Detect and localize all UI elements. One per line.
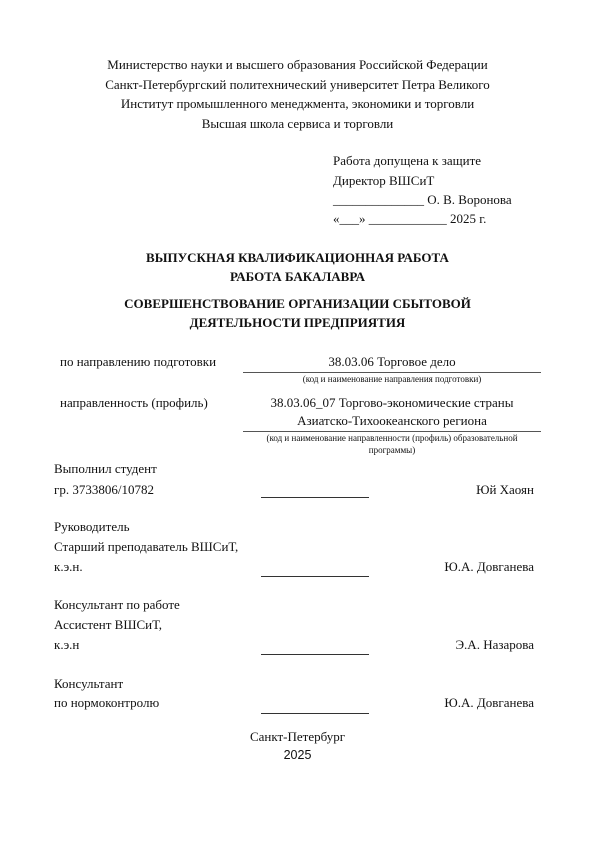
consultant-position: Ассистент ВШСиТ, bbox=[54, 617, 162, 632]
footer-city: Санкт-Петербург bbox=[249, 729, 346, 744]
profile-underline bbox=[243, 431, 541, 432]
norm-consultant-signature-line bbox=[261, 713, 369, 714]
consultant-degree: к.э.н bbox=[54, 637, 80, 652]
approval-signature: ______________ О. В. Воронова bbox=[333, 192, 512, 207]
norm-consultant-role: по нормоконтролю bbox=[54, 695, 160, 710]
profile-label: направленность (профиль) bbox=[60, 395, 208, 410]
supervisor-position: Старший преподаватель ВШСиТ, bbox=[54, 539, 239, 554]
consultant-name: Э.А. Назарова bbox=[455, 637, 534, 652]
university-line: Санкт-Петербургский политехнический университет Петра Великого bbox=[105, 77, 490, 92]
student-group: гр. 3733806/10782 bbox=[54, 482, 154, 497]
supervisor-label: Руководитель bbox=[54, 519, 130, 534]
approval-director: Директор ВШСиТ bbox=[333, 173, 435, 188]
direction-caption: (код и наименование направления подготовки) bbox=[302, 374, 482, 384]
footer-year: 2025 bbox=[283, 748, 312, 762]
approval-admitted: Работа допущена к защите bbox=[333, 153, 482, 168]
direction-value: 38.03.06 Торговое дело bbox=[328, 354, 456, 369]
profile-value-line2: Азиатско-Тихоокеанского региона bbox=[297, 413, 487, 428]
norm-consultant-label: Консультант bbox=[54, 676, 124, 691]
school-line: Высшая школа сервиса и торговли bbox=[201, 116, 394, 131]
institute-line: Институт промышленного менеджмента, экономики и торговли bbox=[120, 96, 475, 111]
student-name: Юй Хаоян bbox=[476, 482, 534, 497]
degree-title: РАБОТА БАКАЛАВРА bbox=[230, 269, 365, 284]
consultant-label: Консультант по работе bbox=[54, 597, 180, 612]
supervisor-name: Ю.А. Довганева bbox=[444, 559, 534, 574]
supervisor-degree: к.э.н. bbox=[54, 559, 83, 574]
student-label: Выполнил студент bbox=[54, 461, 157, 476]
profile-caption-line1: (код и наименование направленности (профиль) образовательной bbox=[266, 433, 518, 443]
direction-label: по направлению подготовки bbox=[60, 354, 217, 369]
profile-value-line1: 38.03.06_07 Торгово-экономические страны bbox=[270, 395, 514, 410]
approval-date: «___» ____________ 2025 г. bbox=[333, 211, 487, 226]
supervisor-signature-line bbox=[261, 576, 369, 577]
work-type-title: ВЫПУСКНАЯ КВАЛИФИКАЦИОННАЯ РАБОТА bbox=[146, 250, 449, 265]
student-signature-line bbox=[261, 497, 369, 498]
direction-underline bbox=[243, 372, 541, 373]
norm-consultant-name: Ю.А. Довганева bbox=[444, 695, 534, 710]
consultant-signature-line bbox=[261, 654, 369, 655]
topic-title-line1: СОВЕРШЕНСТВОВАНИЕ ОРГАНИЗАЦИИ СБЫТОВОЙ bbox=[124, 296, 471, 311]
topic-title-line2: ДЕЯТЕЛЬНОСТИ ПРЕДПРИЯТИЯ bbox=[189, 315, 406, 330]
ministry-line: Министерство науки и высшего образования Российской Федерации bbox=[107, 57, 488, 72]
profile-caption-line2: программы) bbox=[368, 445, 416, 455]
